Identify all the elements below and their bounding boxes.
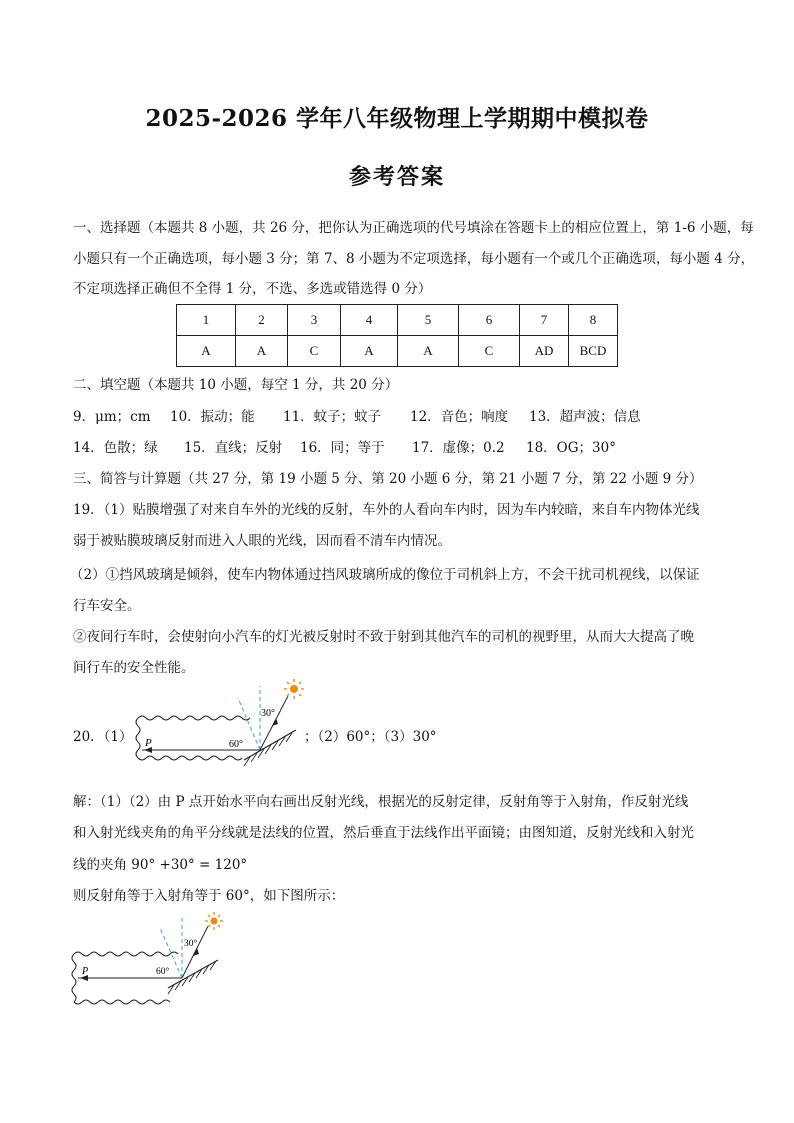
section2-heading: 二、填空题（本题共 10 小题，每空 1 分，共 20 分） bbox=[73, 377, 399, 393]
point-p-label: P bbox=[145, 737, 152, 749]
q20-label: 20．（1） bbox=[73, 729, 133, 745]
incident-angle-label: 30° bbox=[184, 939, 198, 949]
question-number-cell: 2 bbox=[236, 305, 288, 336]
car-top-wavy-edge bbox=[74, 952, 178, 956]
fill-answer-13: 13．超声波；信息 bbox=[529, 409, 641, 425]
reflection-diagram-1 bbox=[130, 678, 310, 770]
fill-in-row-1 bbox=[73, 407, 733, 427]
point-p-label: P bbox=[82, 966, 89, 977]
reflection-angle-label: 60° bbox=[229, 739, 243, 750]
question-number-cell: 3 bbox=[288, 305, 341, 336]
section3-heading: 三、简答与计算题（共 27 分，第 19 小题 5 分、第 20 小题 6 分，第 21 小题 7 分，第 22 小题 9 分） bbox=[73, 471, 703, 487]
answer-cell: AD bbox=[520, 336, 569, 367]
fill-answer-14: 14．色散；绿 bbox=[73, 440, 158, 456]
answer-cell: C bbox=[288, 336, 341, 367]
car-left-wavy-edge bbox=[72, 954, 76, 1002]
fill-answer-11: 11．蚊子；蚊子 bbox=[283, 409, 382, 425]
answer-table-number-row bbox=[177, 305, 618, 336]
solution-line3: 线的夹角 90° +30° = 120° bbox=[73, 857, 248, 873]
car-top-wavy-edge bbox=[138, 716, 250, 720]
plane-mirror bbox=[244, 730, 296, 760]
page-title: 2025-2026 学年八年级物理上学期期中模拟卷 bbox=[145, 105, 649, 132]
section1-heading-line1: 一、选择题（本题共 8 小题，共 26 分，把你认为正确选项的代号填涂在答题卡上的相应位置上，第 1-6 小题，每 bbox=[73, 220, 754, 236]
section1-heading-line2: 小题只有一个正确选项，每小题 3 分；第 7、8 小题为不定项选择，每小题有一个或几个正确选项，每小题 4 分， bbox=[73, 251, 755, 267]
question-number-cell: 8 bbox=[569, 305, 618, 336]
section1-heading-line3: 不定项选择正确但不全得 1 分，不选、多选或错选得 0 分） bbox=[73, 281, 432, 297]
page-subtitle: 参考答案 bbox=[348, 164, 445, 190]
answer-table bbox=[176, 304, 618, 367]
sun-icon bbox=[284, 679, 304, 699]
fill-answer-9: 9．μm；cm bbox=[73, 409, 151, 425]
q19-part2-line1: （2）①挡风玻璃是倾斜，使车内物体通过挡风玻璃所成的像位于司机斜上方，不会干扰司机视线，以保证 bbox=[70, 567, 700, 583]
car-left-wavy-edge bbox=[136, 718, 140, 758]
question-number-cell: 7 bbox=[520, 305, 569, 336]
question-number-cell: 5 bbox=[398, 305, 459, 336]
answer-cell: A bbox=[236, 336, 288, 367]
q19-part3-line2: 间行车的安全性能。 bbox=[73, 660, 195, 676]
reflection-angle-label: 60° bbox=[156, 967, 170, 977]
q19-part1-line1: 19．（1）贴膜增强了对来自车外的光线的反射，车外的人看向车内时，因为车内较暗，来自车内物体光线 bbox=[73, 502, 700, 518]
incident-angle-label: 30° bbox=[261, 708, 275, 719]
car-bottom-wavy-edge bbox=[74, 1000, 170, 1004]
incident-ray-arrow-icon bbox=[272, 718, 278, 726]
question-number-cell: 6 bbox=[459, 305, 520, 336]
answer-cell: BCD bbox=[569, 336, 618, 367]
q19-part1-line2: 弱于被贴膜玻璃反射而进入人眼的光线，因而看不清车内情况。 bbox=[73, 533, 451, 549]
fill-answer-18: 18．OG；30° bbox=[526, 440, 616, 456]
q20-answers: ；（2）60°；（3）30° bbox=[304, 729, 437, 745]
question-number-cell: 4 bbox=[341, 305, 398, 336]
solution-line4: 则反射角等于入射角等于 60°，如下图所示： bbox=[73, 888, 345, 904]
answer-cell: A bbox=[341, 336, 398, 367]
fill-answer-12: 12．音色；响度 bbox=[410, 409, 509, 425]
q19-part3-line1: ②夜间行车时，会使射向小汽车的灯光被反射时不致于射到其他汽车的司机的视野里，从而大大提高了晚 bbox=[73, 629, 694, 645]
question-number-cell: 1 bbox=[177, 305, 236, 336]
car-bottom-wavy-edge bbox=[138, 756, 242, 760]
solution-line2: 和入射光线夹角的角平分线就是法线的位置，然后垂直于法线作出平面镜；由图知道，反射光线和入射光 bbox=[73, 825, 694, 841]
answer-cell: A bbox=[177, 336, 236, 367]
fill-answer-17: 17．虚像；0.2 bbox=[412, 440, 505, 456]
answer-cell: C bbox=[459, 336, 520, 367]
fill-answer-10: 10．振动；能 bbox=[170, 409, 255, 425]
reflection-diagram-2 bbox=[70, 912, 230, 1010]
fill-answer-16: 16．同；等于 bbox=[300, 440, 385, 456]
fill-in-row-2 bbox=[73, 438, 733, 458]
solution-line1: 解：（1）（2）由 P 点开始水平向右画出反射光线，根据光的反射定律，反射角等于入射角，作反射光线 bbox=[73, 794, 689, 810]
answer-cell: A bbox=[398, 336, 459, 367]
q19-part2-line2: 行车安全。 bbox=[73, 598, 141, 614]
answer-table-answer-row bbox=[177, 336, 618, 367]
fill-answer-15: 15．直线；反射 bbox=[184, 440, 283, 456]
